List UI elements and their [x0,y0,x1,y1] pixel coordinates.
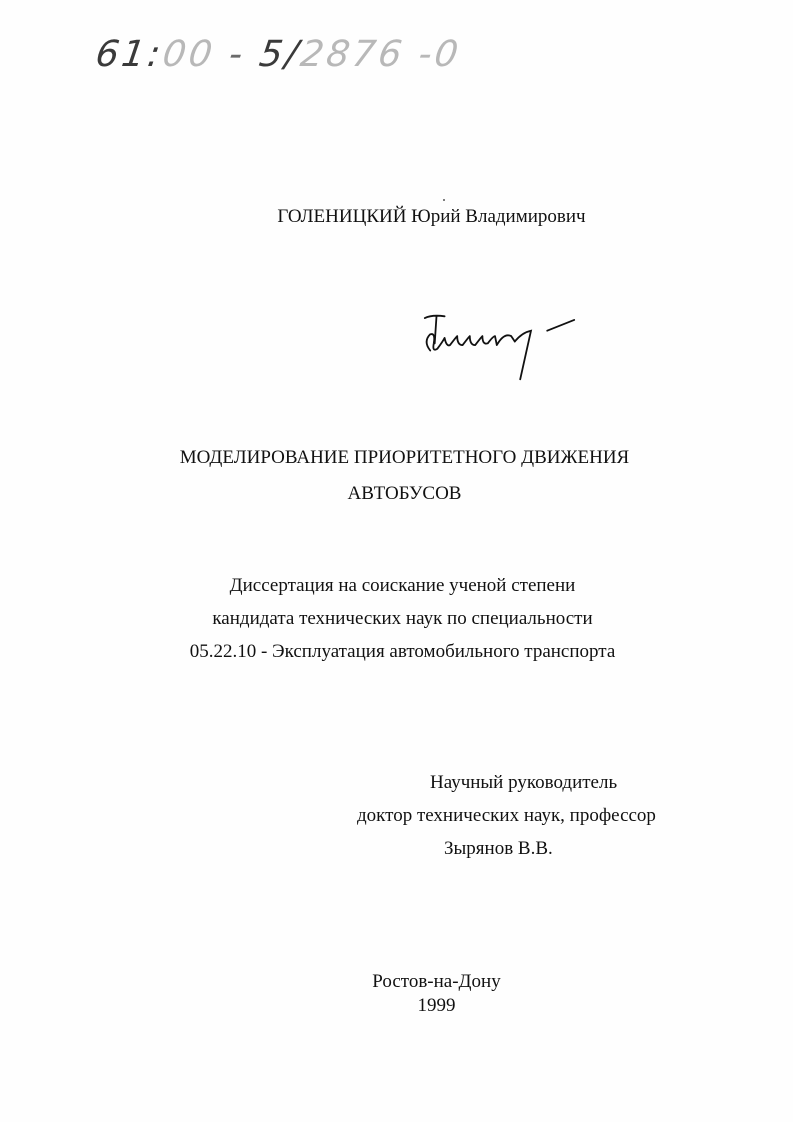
degree-statement [0,569,793,668]
city: Ростов-на-Дону [372,971,501,992]
archive-code-part: : [144,34,166,75]
archive-code-part: 00 [160,34,218,75]
author-name: ГОЛЕНИЦКИЙ Юрий Владимирович [277,206,586,227]
title-line-1: МОДЕЛИРОВАНИЕ ПРИОРИТЕТНОГО ДВИЖЕНИЯ [179,447,630,468]
place-and-year [0,970,793,1018]
dissertation-title [0,440,793,512]
signature-icon [405,305,585,405]
advisor-role: Научный руководитель [430,772,618,793]
archive-code-part: - [226,34,249,75]
archive-code-part: 5/ [256,34,304,75]
title-line-2: АВТОБУСОВ [347,483,462,504]
archive-code-handwritten [93,34,463,75]
degree-line-3: 05.22.10 - Эксплуатация автомобильного транспорта [189,641,616,662]
advisor-name: Зырянов В.В. [444,838,553,859]
archive-code-part: -0 [415,34,464,75]
advisor-credentials: доктор технических наук, профессор [357,805,656,826]
degree-line-2: кандидата технических наук по специальности [212,608,593,629]
degree-line-1: Диссертация на соискание ученой степени [229,575,576,596]
archive-code-part: 61 [93,34,151,75]
speck-mark [443,199,445,201]
archive-code-part: 2876 [297,34,408,75]
year: 1999 [417,995,456,1016]
